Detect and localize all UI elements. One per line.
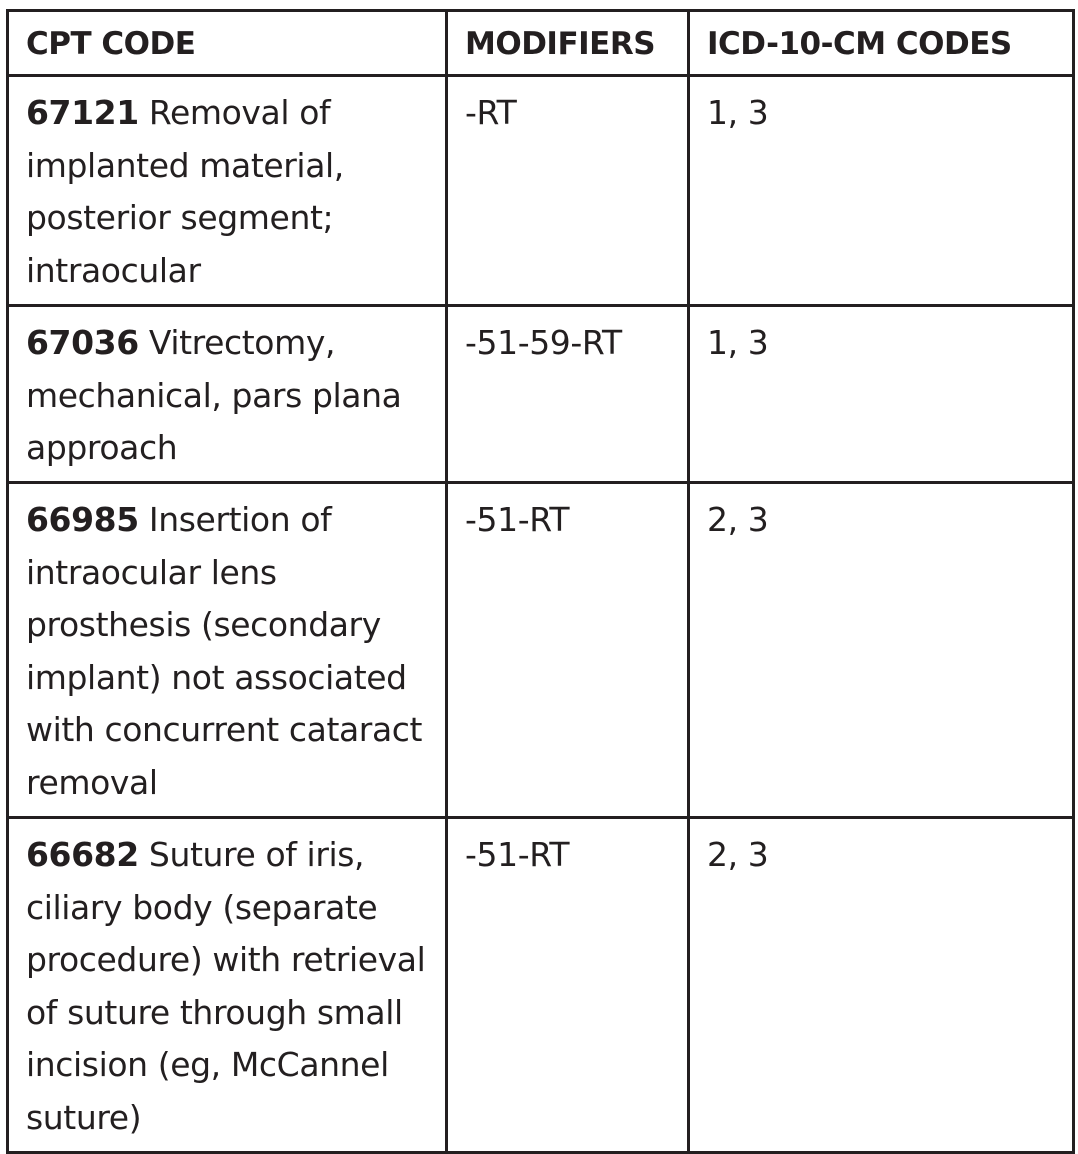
icd-codes-cell: 2, 3: [689, 818, 1074, 1153]
icd-codes-cell: 2, 3: [689, 483, 1074, 818]
cpt-code: 66985: [26, 500, 139, 539]
cpt-description: Vitrectomy, mechanical, pars plana approach: [26, 323, 402, 467]
cpt-code: 67121: [26, 93, 139, 132]
cpt-description: Removal of implanted material, posterior segment; intraocular: [26, 93, 344, 290]
table-header-row: [8, 11, 1074, 76]
table-row: [8, 76, 1074, 306]
cpt-code-cell: [8, 818, 447, 1153]
cpt-code-cell: [8, 306, 447, 483]
modifiers-cell: -51-59-RT: [447, 306, 689, 483]
cpt-description: Suture of iris, ciliary body (separate procedure) with retrieval of suture through small incision (eg, McCannel suture): [26, 835, 426, 1137]
icd-codes-cell: 1, 3: [689, 306, 1074, 483]
cpt-description: Insertion of intraocular lens prosthesis (secondary implant) not associated with concurrent cataract removal: [26, 500, 423, 802]
table-row: [8, 306, 1074, 483]
table-row: [8, 483, 1074, 818]
cpt-code: 67036: [26, 323, 139, 362]
header-cpt-code: CPT CODE: [8, 11, 447, 76]
modifiers-cell: -RT: [447, 76, 689, 306]
table-row: [8, 818, 1074, 1153]
modifiers-cell: -51-RT: [447, 818, 689, 1153]
modifiers-cell: -51-RT: [447, 483, 689, 818]
header-icd-10-cm-codes: ICD-10-CM CODES: [689, 11, 1074, 76]
icd-codes-cell: 1, 3: [689, 76, 1074, 306]
header-modifiers: MODIFIERS: [447, 11, 689, 76]
cpt-code: 66682: [26, 835, 139, 874]
cpt-coding-table: [6, 9, 1075, 1154]
cpt-code-cell: [8, 483, 447, 818]
cpt-code-cell: [8, 76, 447, 306]
